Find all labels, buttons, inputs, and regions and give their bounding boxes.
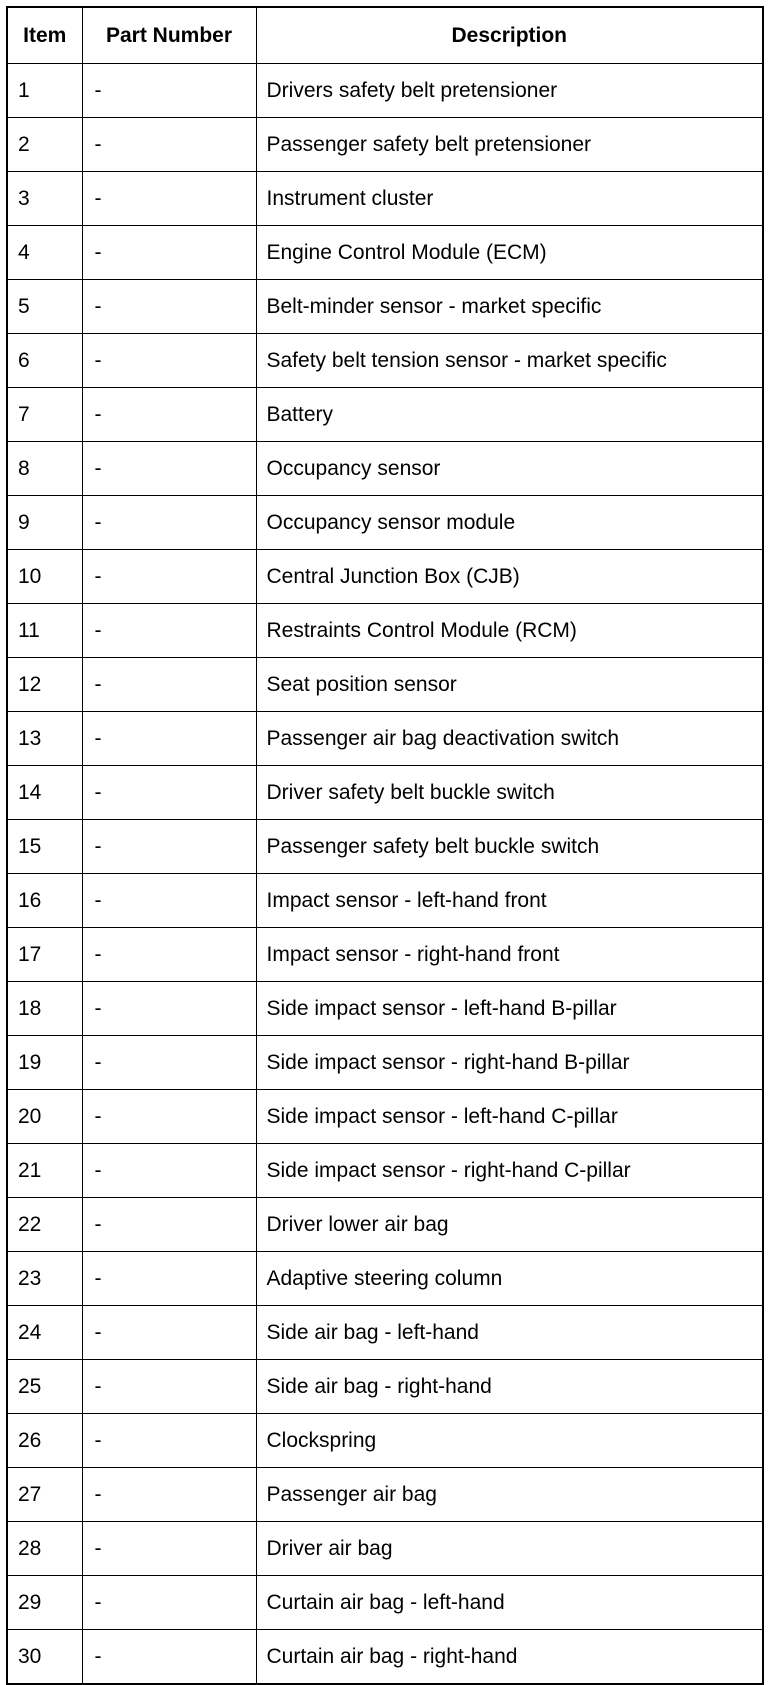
item-cell: 26 — [7, 1414, 82, 1468]
table-row — [7, 1090, 763, 1144]
column-header-description: Description — [256, 7, 763, 64]
table-row — [7, 1468, 763, 1522]
table-row — [7, 118, 763, 172]
item-cell: 28 — [7, 1522, 82, 1576]
table-row — [7, 874, 763, 928]
description-cell: Side air bag - right-hand — [256, 1360, 763, 1414]
item-cell: 21 — [7, 1144, 82, 1198]
table-row — [7, 712, 763, 766]
part-number-cell: - — [82, 226, 256, 280]
table-row — [7, 334, 763, 388]
item-cell: 7 — [7, 388, 82, 442]
part-number-cell: - — [82, 982, 256, 1036]
item-cell: 20 — [7, 1090, 82, 1144]
item-cell: 17 — [7, 928, 82, 982]
description-cell: Battery — [256, 388, 763, 442]
part-number-cell: - — [82, 280, 256, 334]
description-cell: Impact sensor - right-hand front — [256, 928, 763, 982]
item-cell: 6 — [7, 334, 82, 388]
part-number-cell: - — [82, 172, 256, 226]
item-cell: 9 — [7, 496, 82, 550]
table-row — [7, 1522, 763, 1576]
header-row — [7, 7, 763, 64]
table-body — [7, 64, 763, 1685]
part-number-cell: - — [82, 118, 256, 172]
description-cell: Side impact sensor - right-hand B-pillar — [256, 1036, 763, 1090]
description-cell: Drivers safety belt pretensioner — [256, 64, 763, 118]
part-number-cell: - — [82, 1468, 256, 1522]
part-number-cell: - — [82, 1090, 256, 1144]
table-row — [7, 1360, 763, 1414]
description-cell: Passenger safety belt buckle switch — [256, 820, 763, 874]
table-row — [7, 1630, 763, 1685]
item-cell: 25 — [7, 1360, 82, 1414]
description-cell: Restraints Control Module (RCM) — [256, 604, 763, 658]
table-row — [7, 1198, 763, 1252]
item-cell: 23 — [7, 1252, 82, 1306]
table-row — [7, 1252, 763, 1306]
part-number-cell: - — [82, 820, 256, 874]
item-cell: 30 — [7, 1630, 82, 1685]
description-cell: Side impact sensor - right-hand C-pillar — [256, 1144, 763, 1198]
table-row — [7, 1144, 763, 1198]
item-cell: 11 — [7, 604, 82, 658]
description-cell: Safety belt tension sensor - market specific — [256, 334, 763, 388]
description-cell: Passenger air bag deactivation switch — [256, 712, 763, 766]
part-number-cell: - — [82, 550, 256, 604]
part-number-cell: - — [82, 1576, 256, 1630]
description-cell: Belt-minder sensor - market specific — [256, 280, 763, 334]
description-cell: Occupancy sensor — [256, 442, 763, 496]
part-number-cell: - — [82, 1252, 256, 1306]
item-cell: 3 — [7, 172, 82, 226]
part-number-cell: - — [82, 388, 256, 442]
item-cell: 12 — [7, 658, 82, 712]
table-row — [7, 280, 763, 334]
part-number-cell: - — [82, 1630, 256, 1685]
item-cell: 10 — [7, 550, 82, 604]
part-number-cell: - — [82, 1144, 256, 1198]
item-cell: 13 — [7, 712, 82, 766]
part-number-cell: - — [82, 1198, 256, 1252]
part-number-cell: - — [82, 1036, 256, 1090]
table-row — [7, 982, 763, 1036]
description-cell: Driver safety belt buckle switch — [256, 766, 763, 820]
table-row — [7, 388, 763, 442]
part-number-cell: - — [82, 496, 256, 550]
part-number-cell: - — [82, 64, 256, 118]
description-cell: Side air bag - left-hand — [256, 1306, 763, 1360]
table-row — [7, 1036, 763, 1090]
description-cell: Engine Control Module (ECM) — [256, 226, 763, 280]
item-cell: 16 — [7, 874, 82, 928]
part-number-cell: - — [82, 334, 256, 388]
item-cell: 8 — [7, 442, 82, 496]
description-cell: Adaptive steering column — [256, 1252, 763, 1306]
part-number-cell: - — [82, 1414, 256, 1468]
item-cell: 15 — [7, 820, 82, 874]
table-row — [7, 820, 763, 874]
column-header-item: Item — [7, 7, 82, 64]
parts-table — [6, 6, 764, 1685]
description-cell: Driver air bag — [256, 1522, 763, 1576]
item-cell: 24 — [7, 1306, 82, 1360]
part-number-cell: - — [82, 712, 256, 766]
description-cell: Passenger air bag — [256, 1468, 763, 1522]
description-cell: Driver lower air bag — [256, 1198, 763, 1252]
table-row — [7, 766, 763, 820]
item-cell: 29 — [7, 1576, 82, 1630]
table-header — [7, 7, 763, 64]
table-row — [7, 226, 763, 280]
part-number-cell: - — [82, 928, 256, 982]
item-cell: 1 — [7, 64, 82, 118]
table-row — [7, 172, 763, 226]
table-row — [7, 604, 763, 658]
table-row — [7, 64, 763, 118]
part-number-cell: - — [82, 442, 256, 496]
item-cell: 5 — [7, 280, 82, 334]
description-cell: Occupancy sensor module — [256, 496, 763, 550]
description-cell: Impact sensor - left-hand front — [256, 874, 763, 928]
part-number-cell: - — [82, 1306, 256, 1360]
description-cell: Clockspring — [256, 1414, 763, 1468]
description-cell: Passenger safety belt pretensioner — [256, 118, 763, 172]
table-row — [7, 1414, 763, 1468]
item-cell: 2 — [7, 118, 82, 172]
description-cell: Seat position sensor — [256, 658, 763, 712]
item-cell: 22 — [7, 1198, 82, 1252]
item-cell: 14 — [7, 766, 82, 820]
item-cell: 18 — [7, 982, 82, 1036]
description-cell: Instrument cluster — [256, 172, 763, 226]
description-cell: Central Junction Box (CJB) — [256, 550, 763, 604]
table-row — [7, 496, 763, 550]
part-number-cell: - — [82, 1522, 256, 1576]
part-number-cell: - — [82, 766, 256, 820]
description-cell: Curtain air bag - right-hand — [256, 1630, 763, 1685]
table-row — [7, 1576, 763, 1630]
item-cell: 4 — [7, 226, 82, 280]
column-header-part-number: Part Number — [82, 7, 256, 64]
part-number-cell: - — [82, 1360, 256, 1414]
part-number-cell: - — [82, 658, 256, 712]
table-row — [7, 658, 763, 712]
table-row — [7, 550, 763, 604]
table-row — [7, 928, 763, 982]
description-cell: Side impact sensor - left-hand B-pillar — [256, 982, 763, 1036]
description-cell: Side impact sensor - left-hand C-pillar — [256, 1090, 763, 1144]
table-row — [7, 442, 763, 496]
part-number-cell: - — [82, 874, 256, 928]
part-number-cell: - — [82, 604, 256, 658]
item-cell: 19 — [7, 1036, 82, 1090]
item-cell: 27 — [7, 1468, 82, 1522]
description-cell: Curtain air bag - left-hand — [256, 1576, 763, 1630]
table-row — [7, 1306, 763, 1360]
